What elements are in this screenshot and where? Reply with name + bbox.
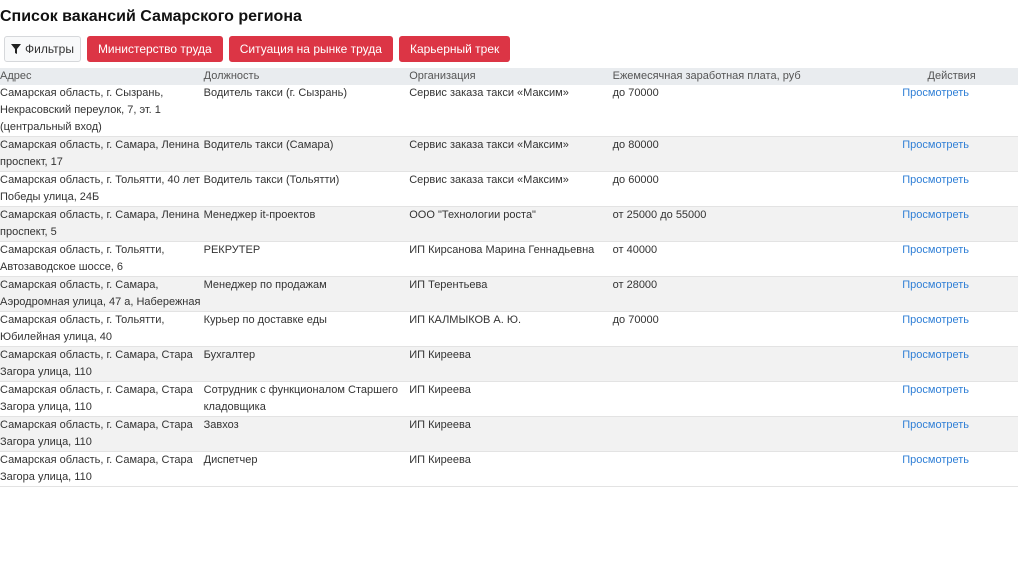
cell-position: Бухгалтер — [203, 349, 256, 361]
cell-actions — [885, 137, 1018, 172]
cell-address: Самарская область, г. Тольятти, 40 лет Победы улица, 24Б — [0, 174, 200, 203]
career-track-button[interactable]: Карьерный трек — [399, 36, 510, 62]
view-link[interactable]: Просмотреть — [902, 87, 970, 99]
toolbar — [4, 36, 510, 62]
table-row — [0, 85, 1018, 137]
cell-position: Менеджер it-проектов — [203, 209, 316, 221]
view-link[interactable]: Просмотреть — [902, 279, 970, 291]
cell-address: Самарская область, г. Тольятти, Юбилейная улица, 40 — [0, 314, 165, 343]
view-link[interactable]: Просмотреть — [902, 244, 970, 256]
cell-actions — [885, 312, 1018, 347]
cell-actions — [885, 347, 1018, 382]
cell-address: Самарская область, г. Сызрань, Некрасовский переулок, 7, эт. 1 (центральный вход) — [0, 87, 164, 133]
cell-organization: ИП Киреева — [409, 384, 471, 396]
cell-organization: ИП Кирсанова Марина Геннадьевна — [409, 244, 595, 256]
cell-position: Сотрудник с функционалом Старшего кладовщика — [203, 384, 398, 413]
cell-address: Самарская область, г. Самара, Ленина проспект, 17 — [0, 139, 200, 168]
cell-position: Водитель такси (г. Сызрань) — [203, 87, 347, 99]
cell-salary: от 25000 до 55000 — [612, 209, 707, 221]
header-actions: Действия — [927, 70, 976, 82]
cell-address: Самарская область, г. Самара, Стара Загора улица, 110 — [0, 349, 193, 378]
header-position: Должность — [203, 70, 260, 82]
filters-button-label: Фильтры — [25, 42, 74, 56]
cell-salary — [613, 452, 886, 487]
cell-organization: ИП Киреева — [409, 454, 471, 466]
table-header-row — [0, 68, 1018, 85]
view-link[interactable]: Просмотреть — [902, 139, 970, 151]
cell-actions — [885, 417, 1018, 452]
cell-actions — [885, 277, 1018, 312]
page-title: Список вакансий Самарского региона — [0, 8, 302, 25]
view-link[interactable]: Просмотреть — [902, 454, 970, 466]
cell-actions — [885, 207, 1018, 242]
cell-organization: Сервис заказа такси «Максим» — [409, 87, 569, 99]
cell-organization: ИП КАЛМЫКОВ А. Ю. — [409, 314, 522, 326]
cell-organization: Сервис заказа такси «Максим» — [409, 139, 569, 151]
table-row — [0, 417, 1018, 452]
table-row — [0, 382, 1018, 417]
cell-salary — [613, 417, 886, 452]
cell-position: Завхоз — [203, 419, 239, 431]
view-link[interactable]: Просмотреть — [902, 419, 970, 431]
cell-organization: ИП Терентьева — [409, 279, 488, 291]
view-link[interactable]: Просмотреть — [902, 314, 970, 326]
view-link[interactable]: Просмотреть — [902, 174, 970, 186]
cell-address: Самарская область, г. Тольятти, Автозаводское шоссе, 6 — [0, 244, 165, 273]
cell-address: Самарская область, г. Самара, Ленина проспект, 5 — [0, 209, 200, 238]
cell-actions — [885, 382, 1018, 417]
cell-organization: ИП Киреева — [409, 419, 471, 431]
header-salary: Ежемесячная заработная плата, руб — [612, 70, 801, 82]
view-link[interactable]: Просмотреть — [902, 349, 970, 361]
filter-icon — [11, 44, 21, 54]
view-link[interactable]: Просмотреть — [902, 384, 970, 396]
cell-salary: до 80000 — [612, 139, 659, 151]
table-row — [0, 242, 1018, 277]
cell-salary: от 40000 — [612, 244, 658, 256]
cell-address: Самарская область, г. Самара, Аэродромная улица, 47 а, Набережная — [0, 279, 201, 308]
header-address: Адрес — [0, 70, 32, 82]
cell-position: Водитель такси (Тольятти) — [203, 174, 340, 186]
cell-organization: ИП Киреева — [409, 349, 471, 361]
cell-salary: от 28000 — [612, 279, 658, 291]
cell-position: РЕКРУТЕР — [203, 244, 261, 256]
cell-salary — [613, 347, 886, 382]
table-row — [0, 277, 1018, 312]
filters-button[interactable] — [4, 36, 81, 62]
cell-salary: до 60000 — [612, 174, 659, 186]
table-row — [0, 172, 1018, 207]
cell-position: Курьер по доставке еды — [203, 314, 327, 326]
table-row — [0, 452, 1018, 487]
cell-actions — [885, 242, 1018, 277]
cell-salary — [613, 382, 886, 417]
cell-address: Самарская область, г. Самара, Стара Загора улица, 110 — [0, 419, 193, 448]
table-row — [0, 312, 1018, 347]
table-row — [0, 347, 1018, 382]
table-row — [0, 207, 1018, 242]
cell-address: Самарская область, г. Самара, Стара Загора улица, 110 — [0, 384, 193, 413]
cell-position: Менеджер по продажам — [203, 279, 327, 291]
ministry-of-labor-button[interactable]: Министерство труда — [87, 36, 223, 62]
cell-salary: до 70000 — [612, 314, 659, 326]
cell-position: Водитель такси (Самара) — [203, 139, 334, 151]
cell-organization: Сервис заказа такси «Максим» — [409, 174, 569, 186]
view-link[interactable]: Просмотреть — [902, 209, 970, 221]
cell-actions — [885, 172, 1018, 207]
table-row — [0, 137, 1018, 172]
vacancies-table — [0, 68, 1018, 487]
cell-actions — [885, 452, 1018, 487]
header-organization: Организация — [409, 70, 476, 82]
cell-position: Диспетчер — [203, 454, 258, 466]
cell-actions — [885, 85, 1018, 137]
cell-organization: ООО "Технологии роста" — [409, 209, 536, 221]
labor-market-situation-button[interactable]: Ситуация на рынке труда — [229, 36, 393, 62]
cell-address: Самарская область, г. Самара, Стара Загора улица, 110 — [0, 454, 193, 483]
cell-salary: до 70000 — [612, 87, 659, 99]
